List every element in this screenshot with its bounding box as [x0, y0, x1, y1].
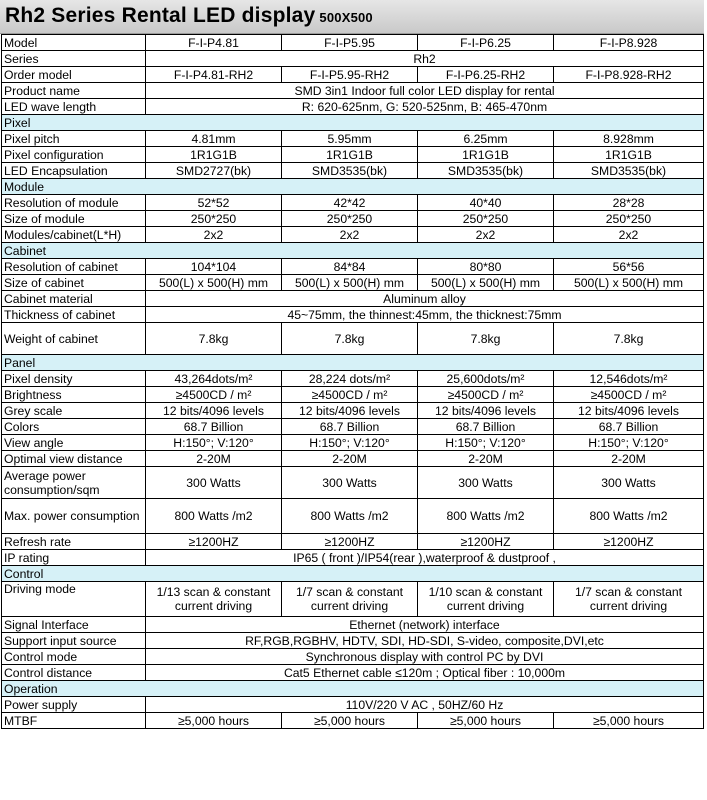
label-signal-interface: Signal Interface — [2, 617, 146, 633]
section-operation — [2, 681, 704, 697]
order-model-1: F-I-P4.81-RH2 — [146, 67, 282, 83]
row-colors — [2, 419, 704, 435]
title-text: Rh2 Series Rental LED display — [5, 4, 316, 27]
cabinet-size-4: 500(L) x 500(H) mm — [554, 275, 704, 291]
view-angle-4: H:150°; V:120° — [554, 435, 704, 451]
row-pixel-pitch — [2, 131, 704, 147]
view-distance-2: 2-20M — [282, 451, 418, 467]
cabinet-weight-2: 7.8kg — [282, 323, 418, 355]
cabinet-thickness-value: 45~75mm, the thinnest:45mm, the thicknest:75mm — [146, 307, 704, 323]
label-wave-length: LED wave length — [2, 99, 146, 115]
max-power-2: 800 Watts /m2 — [282, 499, 418, 534]
title-size: 500X500 — [319, 10, 373, 25]
avg-power-4: 300 Watts — [554, 467, 704, 499]
label-encapsulation: LED Encapsulation — [2, 163, 146, 179]
grey-scale-4: 12 bits/4096 levels — [554, 403, 704, 419]
row-signal-interface — [2, 617, 704, 633]
pixel-density-3: 25,600dots/m² — [418, 371, 554, 387]
encapsulation-2: SMD3535(bk) — [282, 163, 418, 179]
encapsulation-3: SMD3535(bk) — [418, 163, 554, 179]
view-distance-3: 2-20M — [418, 451, 554, 467]
label-cabinet-size: Size of cabinet — [2, 275, 146, 291]
row-cabinet-material — [2, 291, 704, 307]
mtbf-2: ≥5,000 hours — [282, 713, 418, 729]
label-control-distance: Control distance — [2, 665, 146, 681]
row-encapsulation — [2, 163, 704, 179]
row-avg-power — [2, 467, 704, 499]
row-module-size — [2, 211, 704, 227]
model-4: F-I-P8.928 — [554, 35, 704, 51]
colors-4: 68.7 Billion — [554, 419, 704, 435]
document-title — [5, 4, 373, 28]
driving-mode-1: 1/13 scan & constant current driving — [146, 582, 282, 617]
section-panel — [2, 355, 704, 371]
row-view-angle — [2, 435, 704, 451]
label-model: Model — [2, 35, 146, 51]
power-supply-value: 110V/220 V AC , 50HZ/60 Hz — [146, 697, 704, 713]
ip-rating-value: IP65 ( front )/IP54(rear ),waterproof & dustproof , — [146, 550, 704, 566]
driving-mode-3: 1/10 scan & constant current driving — [418, 582, 554, 617]
view-distance-1: 2-20M — [146, 451, 282, 467]
refresh-rate-2: ≥1200HZ — [282, 534, 418, 550]
encapsulation-1: SMD2727(bk) — [146, 163, 282, 179]
control-mode-value: Synchronous display with control PC by DVI — [146, 649, 704, 665]
input-source-value: RF,RGB,RGBHV, HDTV, SDI, HD-SDI, S-video, composite,DVI,etc — [146, 633, 704, 649]
brightness-1: ≥4500CD / m² — [146, 387, 282, 403]
section-cabinet-title: Cabinet — [2, 243, 704, 259]
colors-2: 68.7 Billion — [282, 419, 418, 435]
grey-scale-1: 12 bits/4096 levels — [146, 403, 282, 419]
refresh-rate-3: ≥1200HZ — [418, 534, 554, 550]
order-model-4: F-I-P8.928-RH2 — [554, 67, 704, 83]
cabinet-weight-4: 7.8kg — [554, 323, 704, 355]
module-size-2: 250*250 — [282, 211, 418, 227]
row-series — [2, 51, 704, 67]
row-control-mode — [2, 649, 704, 665]
cabinet-resolution-4: 56*56 — [554, 259, 704, 275]
view-distance-4: 2-20M — [554, 451, 704, 467]
colors-3: 68.7 Billion — [418, 419, 554, 435]
pixel-pitch-2: 5.95mm — [282, 131, 418, 147]
label-cabinet-weight: Weight of cabinet — [2, 323, 146, 355]
label-series: Series — [2, 51, 146, 67]
signal-interface-value: Ethernet (network) interface — [146, 617, 704, 633]
wave-length-value: R: 620-625nm, G: 520-525nm, B: 465-470nm — [146, 99, 704, 115]
max-power-1: 800 Watts /m2 — [146, 499, 282, 534]
row-mtbf — [2, 713, 704, 729]
label-max-power: Max. power consumption — [2, 499, 146, 534]
view-angle-3: H:150°; V:120° — [418, 435, 554, 451]
section-panel-title: Panel — [2, 355, 704, 371]
label-modules-per-cabinet: Modules/cabinet(L*H) — [2, 227, 146, 243]
model-1: F-I-P4.81 — [146, 35, 282, 51]
grey-scale-3: 12 bits/4096 levels — [418, 403, 554, 419]
row-refresh-rate — [2, 534, 704, 550]
row-input-source — [2, 633, 704, 649]
pixel-density-1: 43,264dots/m² — [146, 371, 282, 387]
cabinet-weight-1: 7.8kg — [146, 323, 282, 355]
pixel-config-2: 1R1G1B — [282, 147, 418, 163]
label-driving-mode: Driving mode — [2, 582, 146, 617]
row-cabinet-resolution — [2, 259, 704, 275]
row-pixel-config — [2, 147, 704, 163]
label-grey-scale: Grey scale — [2, 403, 146, 419]
cabinet-resolution-3: 80*80 — [418, 259, 554, 275]
label-power-supply: Power supply — [2, 697, 146, 713]
label-pixel-config: Pixel configuration — [2, 147, 146, 163]
module-size-3: 250*250 — [418, 211, 554, 227]
title-bar — [0, 0, 704, 34]
modules-per-cabinet-1: 2x2 — [146, 227, 282, 243]
order-model-2: F-I-P5.95-RH2 — [282, 67, 418, 83]
label-pixel-density: Pixel density — [2, 371, 146, 387]
row-cabinet-size — [2, 275, 704, 291]
refresh-rate-4: ≥1200HZ — [554, 534, 704, 550]
label-cabinet-thickness: Thickness of cabinet — [2, 307, 146, 323]
pixel-pitch-4: 8.928mm — [554, 131, 704, 147]
row-cabinet-weight — [2, 323, 704, 355]
label-control-mode: Control mode — [2, 649, 146, 665]
label-order-model: Order model — [2, 67, 146, 83]
mtbf-4: ≥5,000 hours — [554, 713, 704, 729]
spec-table — [1, 34, 704, 729]
label-pixel-pitch: Pixel pitch — [2, 131, 146, 147]
row-grey-scale — [2, 403, 704, 419]
driving-mode-2: 1/7 scan & constant current driving — [282, 582, 418, 617]
mtbf-3: ≥5,000 hours — [418, 713, 554, 729]
cabinet-resolution-2: 84*84 — [282, 259, 418, 275]
avg-power-3: 300 Watts — [418, 467, 554, 499]
module-resolution-1: 52*52 — [146, 195, 282, 211]
label-avg-power: Average power consumption/sqm — [2, 467, 146, 499]
section-module — [2, 179, 704, 195]
cabinet-size-2: 500(L) x 500(H) mm — [282, 275, 418, 291]
section-operation-title: Operation — [2, 681, 704, 697]
row-driving-mode — [2, 582, 704, 617]
section-control-title: Control — [2, 566, 704, 582]
product-name-value: SMD 3in1 Indoor full color LED display for rental — [146, 83, 704, 99]
label-ip-rating: IP rating — [2, 550, 146, 566]
label-brightness: Brightness — [2, 387, 146, 403]
row-module-resolution — [2, 195, 704, 211]
view-angle-2: H:150°; V:120° — [282, 435, 418, 451]
label-mtbf: MTBF — [2, 713, 146, 729]
row-view-distance — [2, 451, 704, 467]
mtbf-1: ≥5,000 hours — [146, 713, 282, 729]
section-cabinet — [2, 243, 704, 259]
cabinet-size-3: 500(L) x 500(H) mm — [418, 275, 554, 291]
section-pixel — [2, 115, 704, 131]
row-max-power — [2, 499, 704, 534]
label-cabinet-material: Cabinet material — [2, 291, 146, 307]
control-distance-value: Cat5 Ethernet cable ≤120m ; Optical fiber : 10,000m — [146, 665, 704, 681]
row-power-supply — [2, 697, 704, 713]
row-modules-per-cabinet — [2, 227, 704, 243]
section-control — [2, 566, 704, 582]
model-2: F-I-P5.95 — [282, 35, 418, 51]
row-order-model — [2, 67, 704, 83]
order-model-3: F-I-P6.25-RH2 — [418, 67, 554, 83]
label-cabinet-resolution: Resolution of cabinet — [2, 259, 146, 275]
brightness-4: ≥4500CD / m² — [554, 387, 704, 403]
label-module-resolution: Resolution of module — [2, 195, 146, 211]
row-product-name — [2, 83, 704, 99]
pixel-pitch-1: 4.81mm — [146, 131, 282, 147]
grey-scale-2: 12 bits/4096 levels — [282, 403, 418, 419]
module-resolution-3: 40*40 — [418, 195, 554, 211]
colors-1: 68.7 Billion — [146, 419, 282, 435]
label-module-size: Size of module — [2, 211, 146, 227]
module-resolution-2: 42*42 — [282, 195, 418, 211]
encapsulation-4: SMD3535(bk) — [554, 163, 704, 179]
cabinet-material-value: Aluminum alloy — [146, 291, 704, 307]
cabinet-weight-3: 7.8kg — [418, 323, 554, 355]
brightness-2: ≥4500CD / m² — [282, 387, 418, 403]
cabinet-size-1: 500(L) x 500(H) mm — [146, 275, 282, 291]
pixel-density-2: 28,224 dots/m² — [282, 371, 418, 387]
row-wave-length — [2, 99, 704, 115]
view-angle-1: H:150°; V:120° — [146, 435, 282, 451]
pixel-density-4: 12,546dots/m² — [554, 371, 704, 387]
brightness-3: ≥4500CD / m² — [418, 387, 554, 403]
label-product-name: Product name — [2, 83, 146, 99]
row-pixel-density — [2, 371, 704, 387]
max-power-4: 800 Watts /m2 — [554, 499, 704, 534]
label-refresh-rate: Refresh rate — [2, 534, 146, 550]
row-cabinet-thickness — [2, 307, 704, 323]
module-resolution-4: 28*28 — [554, 195, 704, 211]
label-input-source: Support input source — [2, 633, 146, 649]
pixel-config-1: 1R1G1B — [146, 147, 282, 163]
label-colors: Colors — [2, 419, 146, 435]
refresh-rate-1: ≥1200HZ — [146, 534, 282, 550]
pixel-config-3: 1R1G1B — [418, 147, 554, 163]
modules-per-cabinet-2: 2x2 — [282, 227, 418, 243]
row-brightness — [2, 387, 704, 403]
modules-per-cabinet-3: 2x2 — [418, 227, 554, 243]
section-module-title: Module — [2, 179, 704, 195]
pixel-pitch-3: 6.25mm — [418, 131, 554, 147]
max-power-3: 800 Watts /m2 — [418, 499, 554, 534]
row-model — [2, 35, 704, 51]
label-view-distance: Optimal view distance — [2, 451, 146, 467]
row-control-distance — [2, 665, 704, 681]
label-view-angle: View angle — [2, 435, 146, 451]
pixel-config-4: 1R1G1B — [554, 147, 704, 163]
row-ip-rating — [2, 550, 704, 566]
series-value: Rh2 — [146, 51, 704, 67]
cabinet-resolution-1: 104*104 — [146, 259, 282, 275]
avg-power-2: 300 Watts — [282, 467, 418, 499]
module-size-1: 250*250 — [146, 211, 282, 227]
section-pixel-title: Pixel — [2, 115, 704, 131]
model-3: F-I-P6.25 — [418, 35, 554, 51]
avg-power-1: 300 Watts — [146, 467, 282, 499]
driving-mode-4: 1/7 scan & constant current driving — [554, 582, 704, 617]
modules-per-cabinet-4: 2x2 — [554, 227, 704, 243]
module-size-4: 250*250 — [554, 211, 704, 227]
